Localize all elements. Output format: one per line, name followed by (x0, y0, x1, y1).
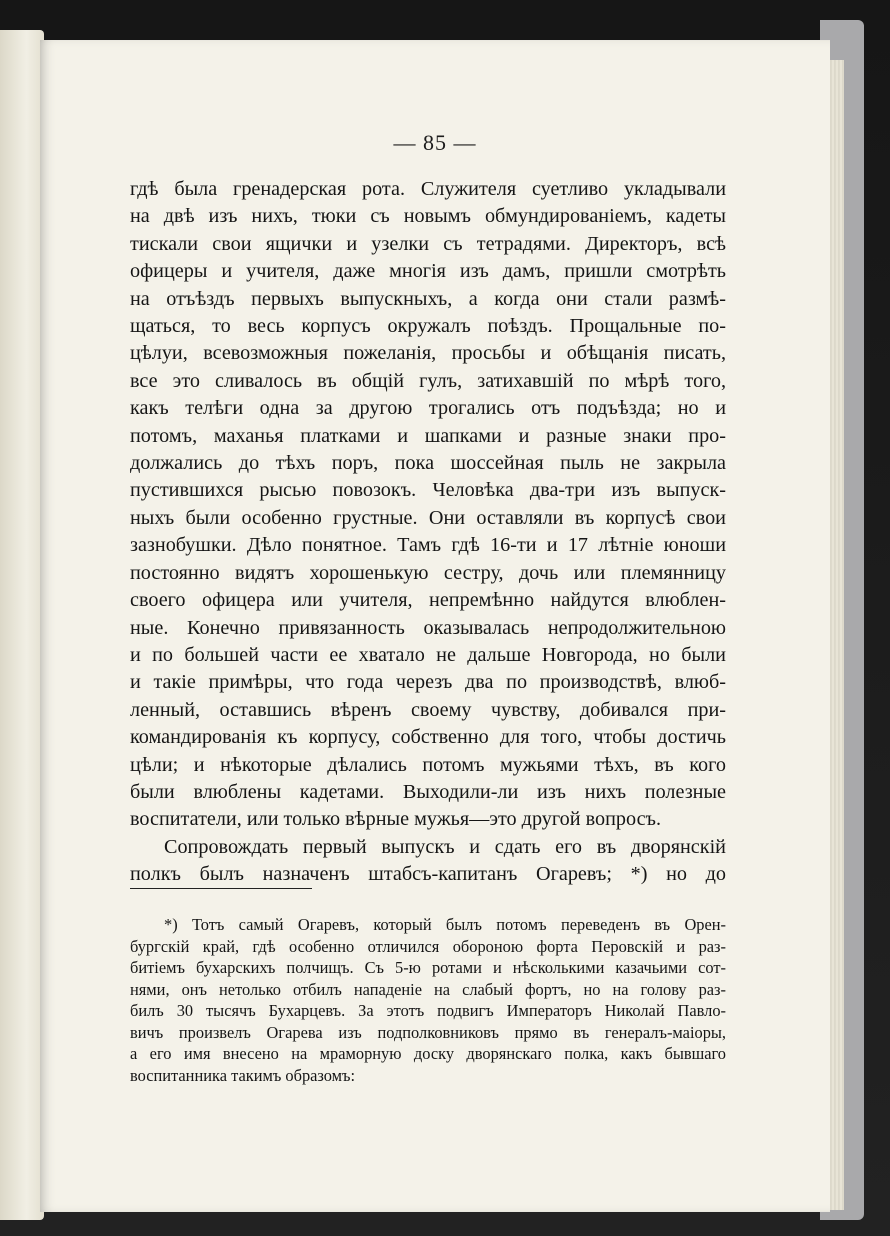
body-line: потомъ, маханья платками и шапками и разные знаки про- (130, 424, 726, 447)
book-page (40, 40, 830, 1212)
body-line: и такіе примѣры, что года черезъ два по производствѣ, влюб- (130, 671, 726, 694)
body-line: тискали свои ящички и узелки съ тетрадями. Директоръ, всѣ (130, 232, 726, 255)
body-line: какъ телѣги одна за другою трогались отъ подъѣзда; но и (130, 397, 726, 420)
footnote-line: *) Тотъ самый Огаревъ, который былъ потомъ переведенъ въ Орен- (164, 915, 726, 934)
body-line: на двѣ изъ нихъ, тюки съ новымъ обмундированіемъ, кадеты (130, 205, 726, 228)
body-line: ные. Конечно привязанность оказывалась непродолжительною (130, 616, 726, 639)
body-line: были влюблены кадетами. Выходили-ли изъ нихъ полезные (130, 780, 726, 803)
footnote-line: воспитанника такимъ образомъ: (130, 1065, 356, 1085)
body-line: цѣлуи, всевозможныя пожеланія, просьбы и обѣщанія писать, (130, 342, 726, 365)
footnote-rule (130, 888, 312, 889)
body-line: гдѣ была гренадерская рота. Служителя суетливо укладывали (130, 178, 726, 200)
footnote-line: билъ 30 тысячъ Бухарцевъ. За этотъ подвигъ Императоръ Николай Павло- (130, 1001, 726, 1020)
body-text (130, 176, 726, 889)
body-line: полкъ былъ назначенъ штабсъ-капитанъ Огаревъ; *) но до (130, 863, 726, 886)
footnote-line: битіемъ бухарскихъ полчищъ. Съ 5-ю ротами и нѣсколькими казачьими сот- (130, 958, 726, 977)
body-line: цѣли; и нѣкоторые дѣлались потомъ мужьями тѣхъ, въ кого (130, 753, 726, 776)
body-line: и по большей части ее хватало не дальше Новгорода, но были (130, 643, 726, 666)
body-line: все это сливалось въ общій гулъ, затихавшій по мѣрѣ того, (130, 369, 726, 392)
footnote-line: а его имя внесено на мраморную доску дворянскаго полка, какъ бывшаго (130, 1044, 726, 1063)
footnote-line: вичъ произвелъ Огарева изъ подполковниковъ прямо въ генералъ-маіоры, (130, 1022, 726, 1042)
body-line: на отъѣздъ первыхъ выпускныхъ, а когда они стали размѣ- (130, 287, 726, 310)
footnote (130, 914, 726, 1086)
left-page-edge (0, 30, 44, 1220)
body-line: должались до тѣхъ поръ, пока шоссейная пыль не закрыла (130, 452, 726, 475)
body-line: воспитатели, или только вѣрные мужья—это другой вопросъ. (130, 808, 662, 831)
body-line: ныхъ были особенно грустные. Они оставляли въ корпусѣ свои (130, 506, 726, 529)
body-line: своего офицера или учителя, непремѣнно найдутся влюблен- (130, 589, 726, 612)
body-line: постоянно видятъ хорошенькую сестру, дочь или племянницу (130, 561, 726, 584)
page-number: — 85 — (393, 130, 477, 155)
body-line: офицеры и учителя, даже многія изъ дамъ, пришли смотрѣть (130, 260, 726, 283)
footnote-line: бургскій край, гдѣ особенно отличился обороною форта Перовскій и раз- (130, 936, 726, 956)
body-line: зазнобушки. Дѣло понятное. Тамъ гдѣ 16-ти и 17 лѣтніе юноши (130, 534, 726, 557)
body-line: ленный, оставшись вѣренъ своему чувству, добивался при- (130, 698, 726, 721)
body-line: пустившихся рысью повозокъ. Человѣка два-три изъ выпуск- (130, 479, 726, 502)
body-line: щаться, то весь корпусъ окружалъ поѣздъ. Прощальные по- (130, 315, 726, 338)
body-line: Сопровождать первый выпускъ и сдать его въ дворянскій (164, 835, 726, 858)
footnote-line: нями, онъ нетолько отбилъ нападеніе на слабый фортъ, но на голову раз- (130, 979, 726, 999)
body-line: командированія къ корпусу, собственно для того, чтобы достичь (130, 726, 726, 749)
